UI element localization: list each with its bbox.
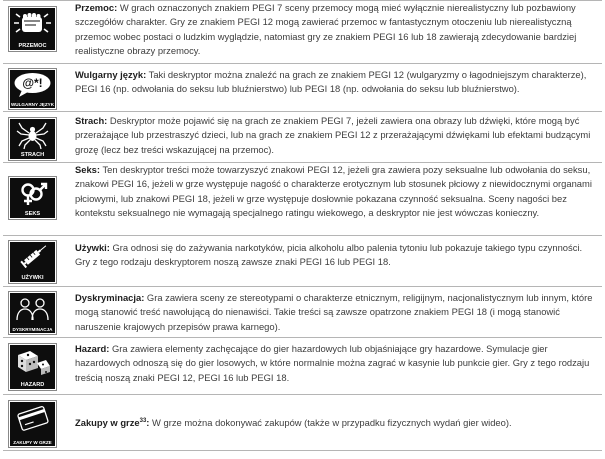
descriptor-row-in-game-purchases [3,394,602,451]
violence-badge [9,7,56,51]
descriptor-row-drugs [3,235,602,286]
people-icon [10,293,55,324]
descriptor-text [75,114,597,157]
sex-badge [9,177,56,219]
descriptor-title-colon: : [146,417,150,428]
drugs-badge [9,241,56,283]
descriptor-title: Seks: [75,164,101,175]
gambling-badge [9,344,56,390]
violence-badge-label: PRZEMOC [18,43,47,49]
fear-badge-label: STRACH [20,152,45,158]
descriptor-title: Dyskryminacja: [75,292,145,303]
descriptor-title [75,417,149,428]
dice-icon [10,345,55,376]
descriptor-body: Taki deskryptor można znaleźć na grach ze znakiem PEGI 12 (wulgaryzmy o łagodniejszym charakterze), PEGI 16 (np. odwołania do seksu lub bluźnierstwo) lub PEGI 18 (np. odwołania do seksu lub bluźnierstwo). [75,69,587,95]
descriptor-title: Strach: [75,115,108,126]
sex-badge-label: SEKS [24,211,41,217]
descriptor-body: Gra zawiera elementy zachęcające do gier hazardowych lub objaśniające gry hazardowe. Symulacje gier hazardowych odnoszą się do gier losowych, w które normalnie można zagrać w kasynie lub punkcie gier. Gry z tego rodzaju treścią noszą znaki PEGI 12, PEGI 16 lub PEGI 18. [75,343,590,383]
credit-card-icon [10,402,55,433]
speech-bubble-icon [10,70,55,101]
bad-language-badge [9,69,56,109]
descriptor-text [75,163,597,221]
syringe-icon [10,242,55,273]
speech-bubble-glyph: @*! [22,76,43,90]
descriptor-body: W grze można dokonywać zakupów (także w przypadku fizycznych wydań gier wideo). [152,417,512,428]
gambling-badge-label: HAZARD [20,382,45,388]
descriptor-body: W grach oznaczonych znakiem PEGI 7 sceny przemocy mogą mieć wyłącznie nierealistyczny lub pozbawiony szczegółów charakter. Gry ze znakiem PEGI 12 mogą zawierać przemoc w fantastycznym otoczeniu lub nierealistyczną przemoc wobec postaci o ludzkim wyglądzie, natomiast gry ze znakiem PEGI 16 lub 18 zawierają zdecydowanie bardziej realistyczne obrazy przemocy. [75,2,577,57]
descriptor-text [75,416,597,430]
descriptor-text [75,241,597,270]
spider-icon [10,119,55,150]
in-game-purchases-badge-label: ZAKUPY W GRZE [13,440,52,445]
descriptor-row-bad-language [3,63,602,111]
descriptor-row-gambling [3,337,602,394]
descriptor-title: Wulgarny język: [75,69,147,80]
descriptor-body: Gra zawiera sceny ze stereotypami o charakterze etnicznym, religijnym, nacjonalistycznym lub innym, które mogą stanowić treść nawołującą do nienawiści. Takie treści są zawsze opatrzone znakiem PEGI 18 (i mogą stanowić naruszenie krajowych przepisów prawa karnego). [75,292,593,332]
descriptor-text [75,342,597,385]
descriptor-body: Gra odnosi się do zażywania narkotyków, picia alkoholu albo palenia tytoniu lub pokazuje takiego typu czynności. Gry z tego rodzaju deskryptorem noszą zawsze znaki PEGI 16 lub PEGI 18. [75,242,583,268]
descriptor-text [75,291,597,334]
descriptor-title: Hazard: [75,343,110,354]
footnote-marker: 33 [139,417,147,424]
descriptor-title-text: Zakupy w grze [75,417,140,428]
descriptor-body: Ten deskryptor treści może towarzyszyć znakowi PEGI 12, jeżeli gra zawiera pozy seksualne lub odwołania do seksu, znakowi PEGI 16, jeżeli w grze występuje nagość o charakterze erotycznym lub stosunek płciowy z niewidocznymi organami płciowymi, lub znakowi PEGI 18, jeżeli w grze występuje dosłownie pokazana czynność seksualna. Sceny nagości bez kontekstu seksualnego nie wymagają specjalnego ratingu wiekowego, a deskryptor nie jest wówczas konieczny. [75,164,592,219]
descriptor-row-discrimination [3,286,602,337]
descriptor-title: Używki: [75,242,110,253]
descriptor-title: Przemoc: [75,2,118,13]
descriptor-text [75,1,597,59]
descriptor-text [75,68,597,97]
descriptor-row-violence [3,0,602,56]
discrimination-badge [9,292,56,334]
discrimination-badge-label: DYSKRYMINACJA [12,327,53,332]
fear-badge [9,118,56,160]
in-game-purchases-badge [9,401,56,447]
descriptor-row-sex [3,162,602,235]
drugs-badge-label: UŻYWKI [21,275,44,281]
bad-language-badge-label: WULGARNY JĘZYK [10,102,55,107]
gender-symbols-icon [10,178,55,209]
descriptor-body: Deskryptor może pojawić się na grach ze znakiem PEGI 7, jeżeli zawiera ona obrazy lub dźwięki, które mogą być przerażające lub przestraszyć dzieci, lub na grach ze znakiem PEGI 12 z przerażającymi dźwiękami lub efektami budzącymi grozę (lecz bez treści wskazującej na przemoc). [75,115,591,155]
fist-icon [10,8,55,39]
descriptor-row-fear [3,111,602,162]
